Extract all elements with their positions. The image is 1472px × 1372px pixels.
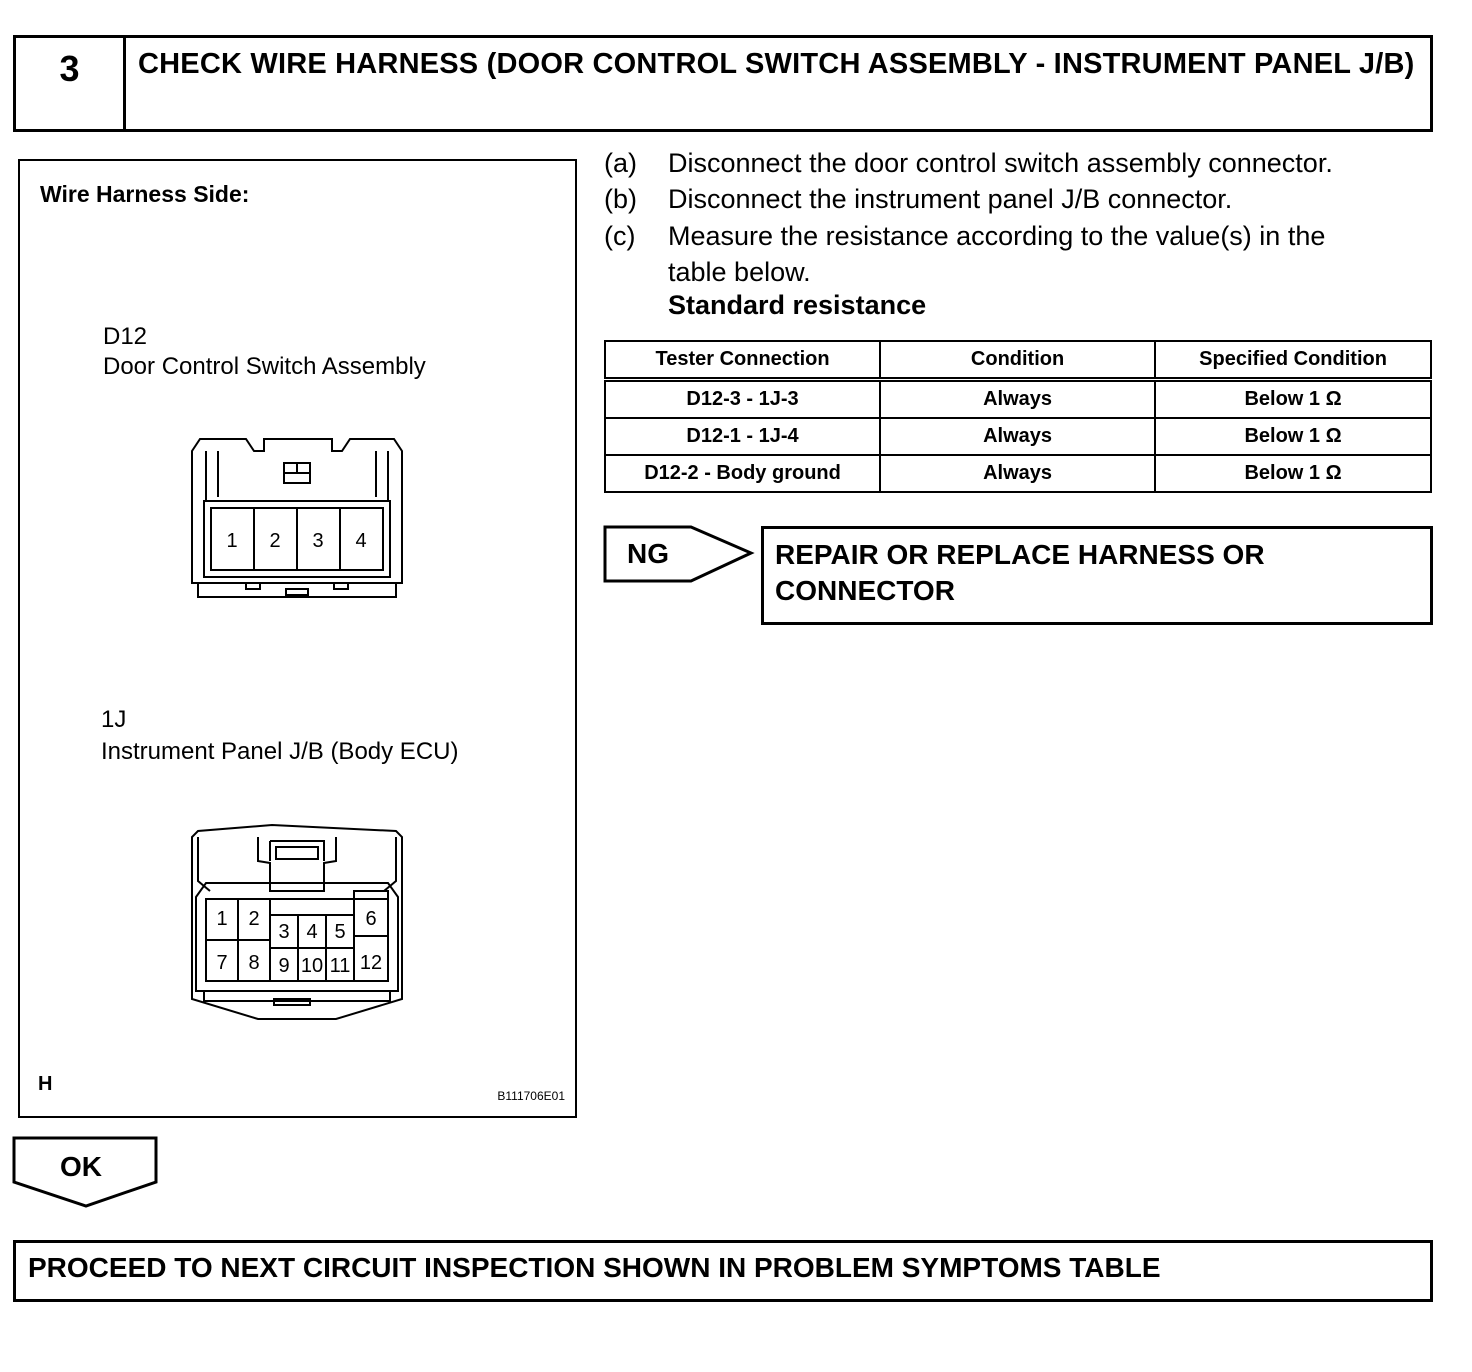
d12-pin-2: 2 [269, 530, 281, 552]
1j-pin-8: 8 [248, 952, 260, 974]
1j-pin-9: 9 [278, 955, 290, 977]
step-number: 3 [16, 38, 126, 129]
connector-illustration [18, 159, 577, 1118]
d12-pin-1: 1 [226, 530, 238, 552]
table-row [605, 418, 1431, 455]
connector2-name: Instrument Panel J/B (Body ECU) [101, 738, 459, 765]
1j-pin-6: 6 [365, 908, 377, 930]
connector-1j-drawing [20, 161, 575, 1116]
1j-pin-1: 1 [216, 908, 228, 930]
figure-id: B111706E01 [497, 1089, 565, 1103]
connector1-name: Door Control Switch Assembly [103, 353, 426, 380]
standard-resistance-label: Standard resistance [668, 290, 927, 320]
cell-condition: Always [880, 455, 1155, 492]
ng-result-text: REPAIR OR REPLACE HARNESS OR CONNECTOR [775, 539, 1265, 606]
1j-pin-3: 3 [278, 921, 290, 943]
step-c [604, 218, 1325, 290]
step-a-label: (a) [604, 148, 637, 178]
ok-arrow [12, 1136, 160, 1210]
1j-pin-10: 10 [300, 955, 324, 977]
ok-result-box [13, 1240, 1433, 1302]
col-tester-connection: Tester Connection [605, 341, 880, 380]
corner-mark: H [38, 1073, 53, 1095]
cell-specified-condition: Below 1 Ω [1155, 455, 1431, 492]
ok-result-text: PROCEED TO NEXT CIRCUIT INSPECTION SHOWN IN PROBLEM SYMPTOMS TABLE [28, 1252, 1161, 1283]
cell-condition: Always [880, 418, 1155, 455]
d12-pin-4: 4 [355, 530, 367, 552]
cell-condition: Always [880, 380, 1155, 419]
step-c-text-line2: table below. [668, 257, 811, 287]
step-c-label: (c) [604, 221, 636, 251]
wire-harness-side-label: Wire Harness Side: [40, 181, 250, 207]
1j-pin-2: 2 [248, 908, 260, 930]
col-specified-condition: Specified Condition [1155, 341, 1431, 380]
col-condition: Condition [880, 341, 1155, 380]
cell-specified-condition: Below 1 Ω [1155, 380, 1431, 419]
table-row [605, 380, 1431, 419]
cell-tester-connection: D12-3 - 1J-3 [605, 380, 880, 419]
step-b-text: Disconnect the instrument panel J/B connector. [668, 184, 1233, 214]
step-title: CHECK WIRE HARNESS (DOOR CONTROL SWITCH ASSEMBLY - INSTRUMENT PANEL J/B) [138, 48, 1415, 80]
step-c-text-line1: Measure the resistance according to the value(s) in the [668, 221, 1326, 251]
1j-pin-5: 5 [334, 921, 346, 943]
step-b [604, 181, 1232, 217]
connector2-code: 1J [101, 706, 127, 733]
table-header-row [605, 341, 1431, 380]
ng-result-box [761, 526, 1433, 625]
1j-pin-12: 12 [359, 952, 383, 974]
d12-pin-3: 3 [312, 530, 324, 552]
cell-tester-connection: D12-1 - 1J-4 [605, 418, 880, 455]
step-a-text: Disconnect the door control switch assembly connector. [668, 148, 1333, 178]
connector1-code: D12 [103, 323, 148, 350]
ng-label: NG [627, 538, 669, 569]
ok-label: OK [60, 1151, 102, 1182]
1j-pin-11: 11 [329, 955, 351, 977]
step-b-label: (b) [604, 184, 637, 214]
step-a [604, 145, 1333, 181]
cell-specified-condition: Below 1 Ω [1155, 418, 1431, 455]
table-row [605, 455, 1431, 492]
step-header [13, 35, 1433, 132]
1j-pin-4: 4 [306, 921, 318, 943]
resistance-table [604, 340, 1432, 493]
ng-arrow [603, 525, 755, 585]
cell-tester-connection: D12-2 - Body ground [605, 455, 880, 492]
1j-pin-7: 7 [216, 952, 228, 974]
